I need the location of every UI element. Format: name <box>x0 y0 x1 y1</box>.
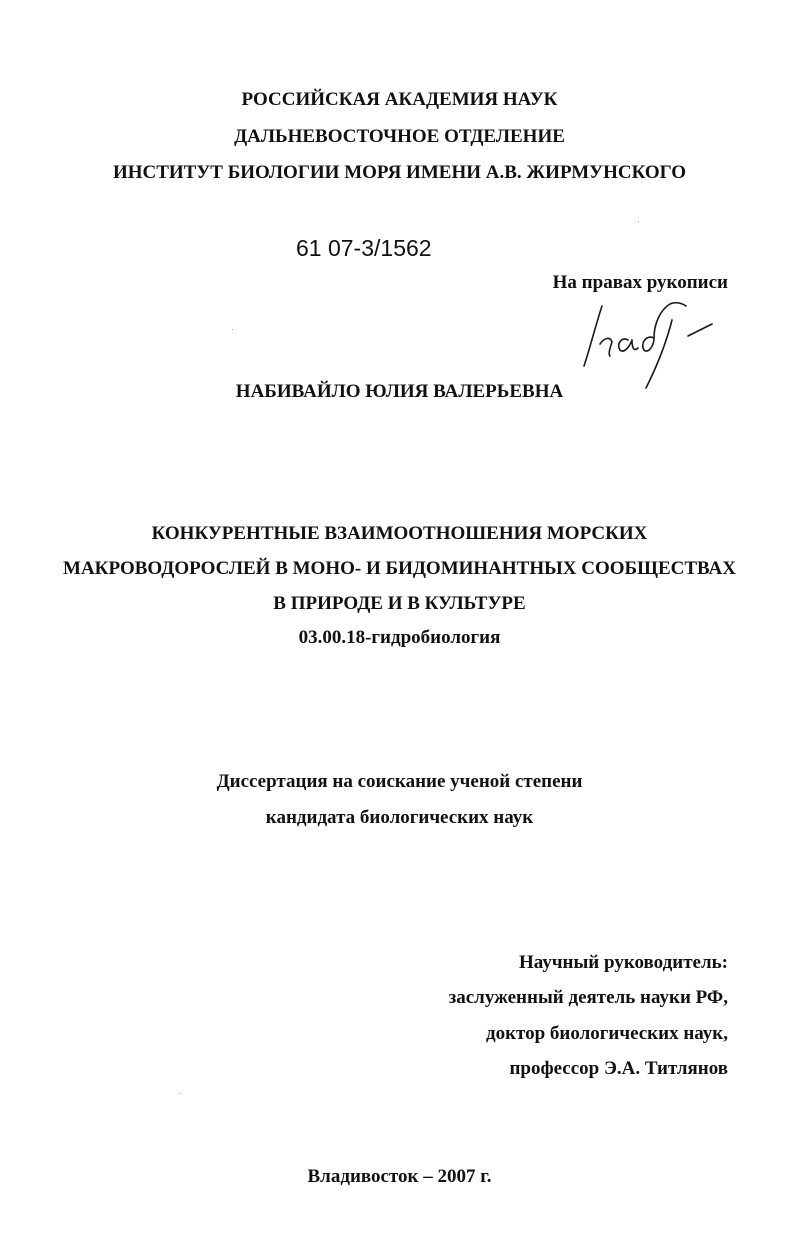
scan-speck <box>638 221 639 222</box>
manuscript-note: На правах рукописи <box>552 272 728 293</box>
title-line-2: МАКРОВОДОРОСЛЕЙ В МОНО- И БИДОМИНАНТНЫХ СООБЩЕСТВАХ <box>63 558 736 579</box>
header-branch: ДАЛЬНЕВОСТОЧНОЕ ОТДЕЛЕНИЕ <box>234 126 565 147</box>
degree-line-2: кандидата биологических наук <box>265 807 534 828</box>
title-line-1: КОНКУРЕНТНЫЕ ВЗАИМООТНОШЕНИЯ МОРСКИХ <box>151 523 648 544</box>
degree-line-1: Диссертация на соискание ученой степени <box>216 771 583 792</box>
supervisor-label: Научный руководитель: <box>519 952 728 973</box>
supervisor-title: заслуженный деятель науки РФ, <box>448 987 728 1008</box>
header-institute: ИНСТИТУТ БИОЛОГИИ МОРЯ ИМЕНИ А.В. ЖИРМУНСКОГО <box>112 162 687 183</box>
specialty-code: 03.00.18-гидробиология <box>298 627 501 648</box>
header-academy: РОССИЙСКАЯ АКАДЕМИЯ НАУК <box>241 89 558 110</box>
supervisor-degree: доктор биологических наук, <box>485 1023 728 1044</box>
author-name: НАБИВАЙЛО ЮЛИЯ ВАЛЕРЬЕВНА <box>235 381 564 402</box>
catalog-code: 61 07-3/1562 <box>296 235 432 261</box>
city-year: Владивосток – 2007 г. <box>307 1166 492 1187</box>
supervisor-name: профессор Э.А. Титлянов <box>509 1058 728 1079</box>
scan-speck <box>232 329 233 330</box>
scan-speck <box>180 1093 181 1094</box>
title-line-3: В ПРИРОДЕ И В КУЛЬТУРЕ <box>273 593 526 614</box>
